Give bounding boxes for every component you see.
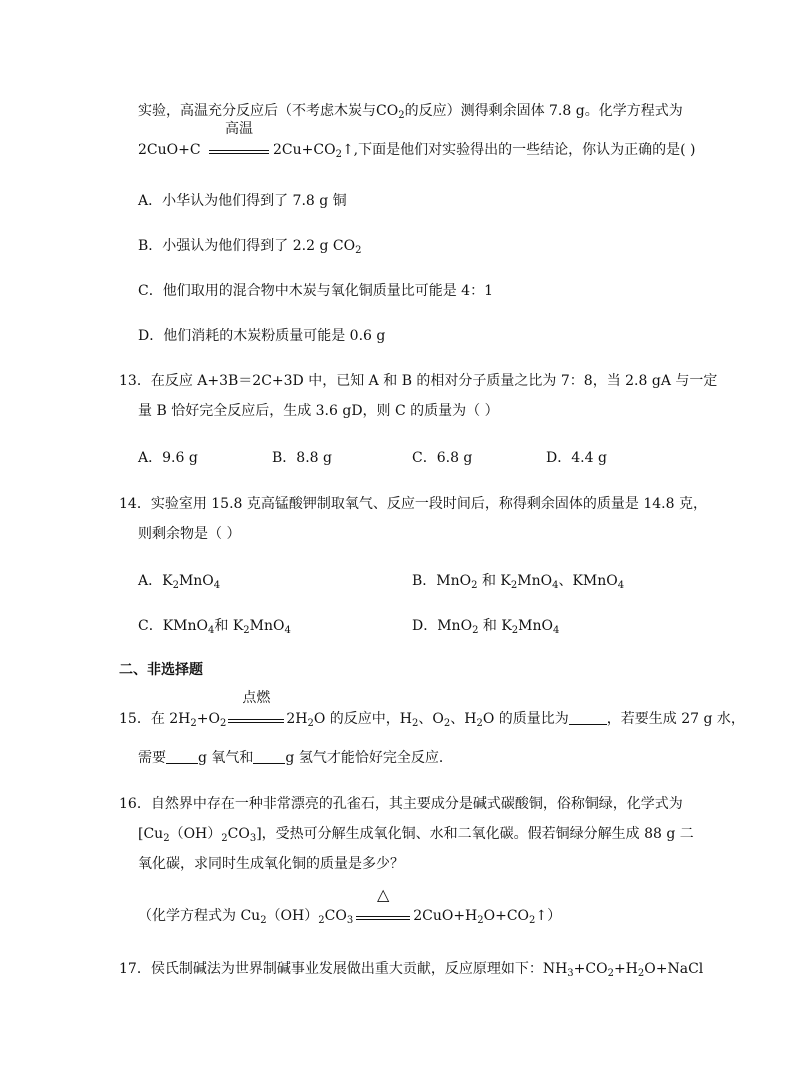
q13-line2: 量 B 恰好完全反应后，生成 3.6 gD，则 C 的质量为（ ） [138, 403, 499, 419]
q15-text: 、O [418, 711, 444, 727]
condition-label: 高温 [225, 121, 254, 137]
subscript: 4 [284, 625, 291, 636]
q16-text: （OH） [169, 826, 222, 842]
q16-text: O+CO [483, 908, 530, 924]
q13-option-d: D．4.4 g [546, 450, 607, 466]
q16-text: ]，受热可分解生成氧化铜、水和二氧化碳。假若铜绿分解生成 88 g 二 [256, 826, 694, 842]
q16-line3: 氧化碳，求同时生成氧化铜的质量是多少？ [138, 856, 404, 872]
opt-text: D．MnO [412, 618, 473, 634]
q16-line1: 16．自然界中存在一种非常漂亮的孔雀石，其主要成分是碱式碳酸铜，俗称铜绿，化学式为 [119, 796, 683, 812]
subscript: 2 [511, 625, 519, 636]
q14-option-b [412, 571, 624, 596]
subscript: 2 [472, 625, 479, 636]
opt-text: B．MnO [412, 573, 472, 589]
q16-equation [138, 885, 562, 931]
q17-text: +CO [573, 961, 608, 977]
opt-text: 和 K [477, 573, 511, 589]
subscript: 2 [412, 718, 419, 729]
opt-text: MnO [178, 573, 214, 589]
q14-line2: 则剩余物是（ ） [138, 526, 241, 542]
opt-text: C．KMnO [138, 618, 208, 634]
reaction-arrow-condition [228, 690, 284, 723]
q15-text: 需要 [138, 750, 166, 766]
subscript: 4 [208, 625, 215, 636]
subscript: 2 [607, 968, 614, 979]
opt-text: MnO [249, 618, 285, 634]
subscript: 2 [163, 833, 170, 844]
subscript: 2 [398, 110, 405, 121]
eq-rhs: 2Cu+CO [273, 142, 336, 158]
subscript: 2 [355, 245, 362, 256]
q13-option-a: A．9.6 g [138, 450, 198, 466]
subscript: 4 [552, 580, 559, 591]
q15-line2 [138, 748, 453, 768]
q17-text: +H [613, 961, 638, 977]
reaction-arrow-condition [356, 885, 410, 920]
equals-bar [209, 150, 269, 154]
eq-lhs: 2CuO+C [138, 142, 201, 158]
answer-blank[interactable] [253, 749, 285, 764]
heat-triangle-icon: △ [377, 885, 390, 904]
subscript: 2 [510, 580, 518, 591]
subscript: 3 [346, 915, 354, 926]
equals-bar [356, 916, 410, 920]
subscript: 2 [443, 718, 451, 729]
q12-text: 实验，高温充分反应后（不考虑木炭与CO [138, 103, 399, 119]
subscript: 4 [553, 625, 560, 636]
q12-option-c [138, 281, 493, 301]
q12-text-tail: 的反应）测得剩余固体 7.8 g。化学方程式为 [404, 103, 683, 119]
q13-option-b: B．8.8 g [272, 450, 332, 466]
q15-text: O 的反应中，H [313, 711, 412, 727]
subscript: 2 [471, 580, 478, 591]
q17-text: 17．侯氏制碱法为世界制碱事业发展做出重大贡献，反应原理如下：NH [119, 961, 568, 977]
eq-rhs-tail: ↑,下面是他们对实验得出的一些结论，你认为正确的是( ) [341, 142, 696, 158]
q15-text: +O [196, 711, 220, 727]
subscript: 2 [477, 915, 484, 926]
subscript: 2 [260, 915, 267, 926]
subscript: 2 [476, 718, 483, 729]
subscript: 4 [213, 580, 221, 591]
q15-text: ，若要生成 27 g 水， [606, 711, 745, 727]
reaction-arrow-condition [209, 121, 269, 154]
option-label: A．小华认为他们得到了 7.8 g 铜 [138, 193, 347, 209]
subscript: 2 [243, 625, 250, 636]
subscript: 3 [249, 833, 257, 844]
q14-option-d [412, 616, 559, 641]
q14-line1: 14．实验室用 15.8 克高锰酸钾制取氧气、反应一段时间后，称得剩余固体的质量是 14.8 克， [119, 496, 707, 512]
q17-text: O+NaCl [644, 961, 704, 977]
subscript: 2 [335, 149, 342, 160]
option-label: C．他们取用的混合物中木炭与氧化铜质量比可能是 4：1 [138, 283, 493, 299]
opt-text: 和 K [214, 618, 244, 634]
q12-option-d [138, 326, 385, 346]
opt-text: 和 K [478, 618, 512, 634]
q16-text: CO [324, 908, 347, 924]
subscript: 3 [567, 968, 574, 979]
q16-line2 [138, 824, 694, 849]
q12-option-a [138, 191, 347, 211]
q12-equation [138, 121, 696, 165]
answer-blank[interactable] [166, 749, 198, 764]
q15-text: O 的质量比为 [482, 711, 569, 727]
q17-line1 [119, 959, 703, 984]
q14-option-a [138, 571, 220, 596]
option-label: D．他们消耗的木炭粉质量可能是 0.6 g [138, 328, 386, 344]
q15-line1 [119, 690, 745, 734]
q16-text: （化学方程式为 Cu [138, 908, 261, 924]
subscript: 4 [617, 580, 625, 591]
q16-text: CO [227, 826, 250, 842]
subscript: 2 [190, 718, 197, 729]
q15-text: 15．在 2H [119, 711, 191, 727]
q16-text: （OH） [266, 908, 319, 924]
q16-text: 2CuO+H [413, 908, 478, 924]
equals-bar [228, 719, 284, 723]
opt-text: A．K [138, 573, 173, 589]
q16-text: ↑） [535, 908, 562, 924]
opt-text: MnO [517, 573, 553, 589]
section-heading: 二、非选择题 [119, 662, 203, 678]
subscript: 2 [637, 968, 645, 979]
q15-text: 2H [286, 711, 308, 727]
subscript: 2 [529, 915, 536, 926]
q13-option-c: C．6.8 g [412, 450, 473, 466]
q12-option-b [138, 236, 361, 261]
subscript: 2 [318, 915, 325, 926]
q16-text: [Cu [138, 826, 164, 842]
subscript: 2 [307, 718, 314, 729]
subscript: 2 [221, 833, 228, 844]
q15-text: 、H [450, 711, 477, 727]
condition-label: 点燃 [242, 690, 271, 706]
subscript: 2 [172, 580, 179, 591]
q14-option-c [138, 616, 291, 641]
q15-text: g 氧气和 [198, 750, 254, 766]
subscript: 2 [219, 718, 227, 729]
opt-text: 、KMnO [558, 573, 618, 589]
q15-text: g 氢气才能恰好完全反应． [285, 750, 453, 766]
opt-text: MnO [518, 618, 554, 634]
answer-blank[interactable] [569, 710, 607, 725]
q13-line1: 13．在反应 A+3B＝2C+3D 中，已知 A 和 B 的相对分子质量之比为 7：8，当 2.8 gA 与一定 [119, 373, 718, 389]
option-label: B．小强认为他们得到了 2.2 g CO [138, 238, 356, 254]
